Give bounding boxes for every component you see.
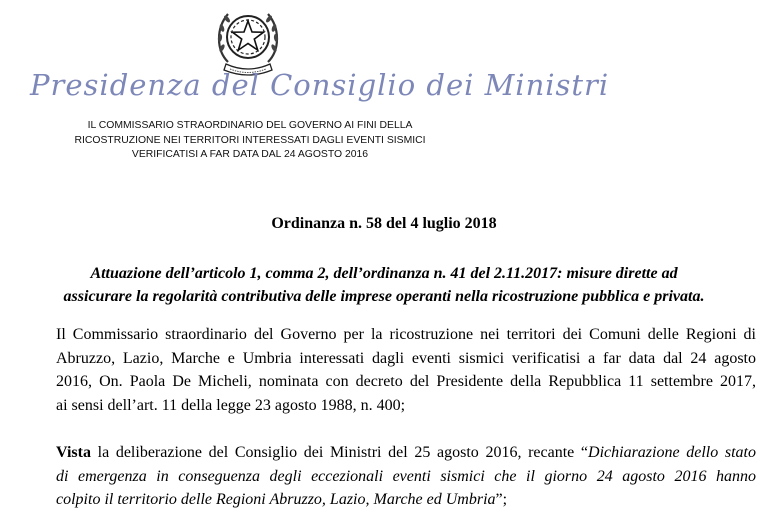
commissioner-line: VERIFICATISI A FAR DATA DAL 24 AGOSTO 2016 [131, 149, 369, 160]
subject-line: Attuazione dell’articolo 1, comma 2, dell’ordinanza n. 41 del 2.11.2017: misure dirette ad [90, 265, 678, 282]
commissioner-line: IL COMMISSARIO STRAORDINARIO DEL GOVERNO AI FINI DELLA [87, 120, 413, 131]
preamble-paragraph [56, 323, 756, 417]
vista-keyword: Vista [56, 444, 91, 461]
paragraph-line [56, 465, 756, 489]
commissioner-heading [0, 119, 500, 163]
vista-quote: colpito il territorio delle Regioni Abruzzo, Lazio, Marche ed Umbria [56, 491, 496, 508]
paragraph-line: Il Commissario straordinario del Governo per la ricostruzione nei territori dei Comuni delle Regioni di [56, 326, 756, 343]
subject-line: assicurare la regolarità contributiva delle imprese operanti nella ricostruzione pubblica e privata. [63, 288, 705, 305]
paragraph-line [56, 488, 756, 512]
paragraph-line [56, 441, 756, 465]
ordinance-subject [0, 262, 768, 308]
vista-paragraph [56, 441, 756, 512]
vista-text-end: ”; [495, 491, 508, 508]
vista-text: la deliberazione del Consiglio dei Ministri del 25 agosto 2016, recante “ [90, 444, 589, 461]
ordinance-title: Ordinanza n. 58 del 4 luglio 2018 [271, 215, 497, 232]
paragraph-line: 2016, On. Paola De Micheli, nominata con decreto del Presidente della Repubblica 11 settembre 2017, [56, 373, 756, 390]
institution-name: Presidenza del Consiglio dei Ministri [30, 68, 610, 102]
commissioner-line: RICOSTRUZIONE NEI TERRITORI INTERESSATI DAGLI EVENTI SISMICI [74, 134, 426, 146]
vista-quote: di emergenza in conseguenza degli eccezionali eventi sismici che il giorno 24 agosto 2016 hanno [56, 467, 756, 485]
paragraph-line: ai sensi dell’art. 11 della legge 23 agosto 1988, n. 400; [56, 396, 406, 414]
paragraph-line: Abruzzo, Lazio, Marche e Umbria interessati dagli eventi sismici verificatisi a far data dal 24 agosto [56, 349, 756, 367]
vista-quote: Dichiarazione dello stato [588, 444, 756, 461]
